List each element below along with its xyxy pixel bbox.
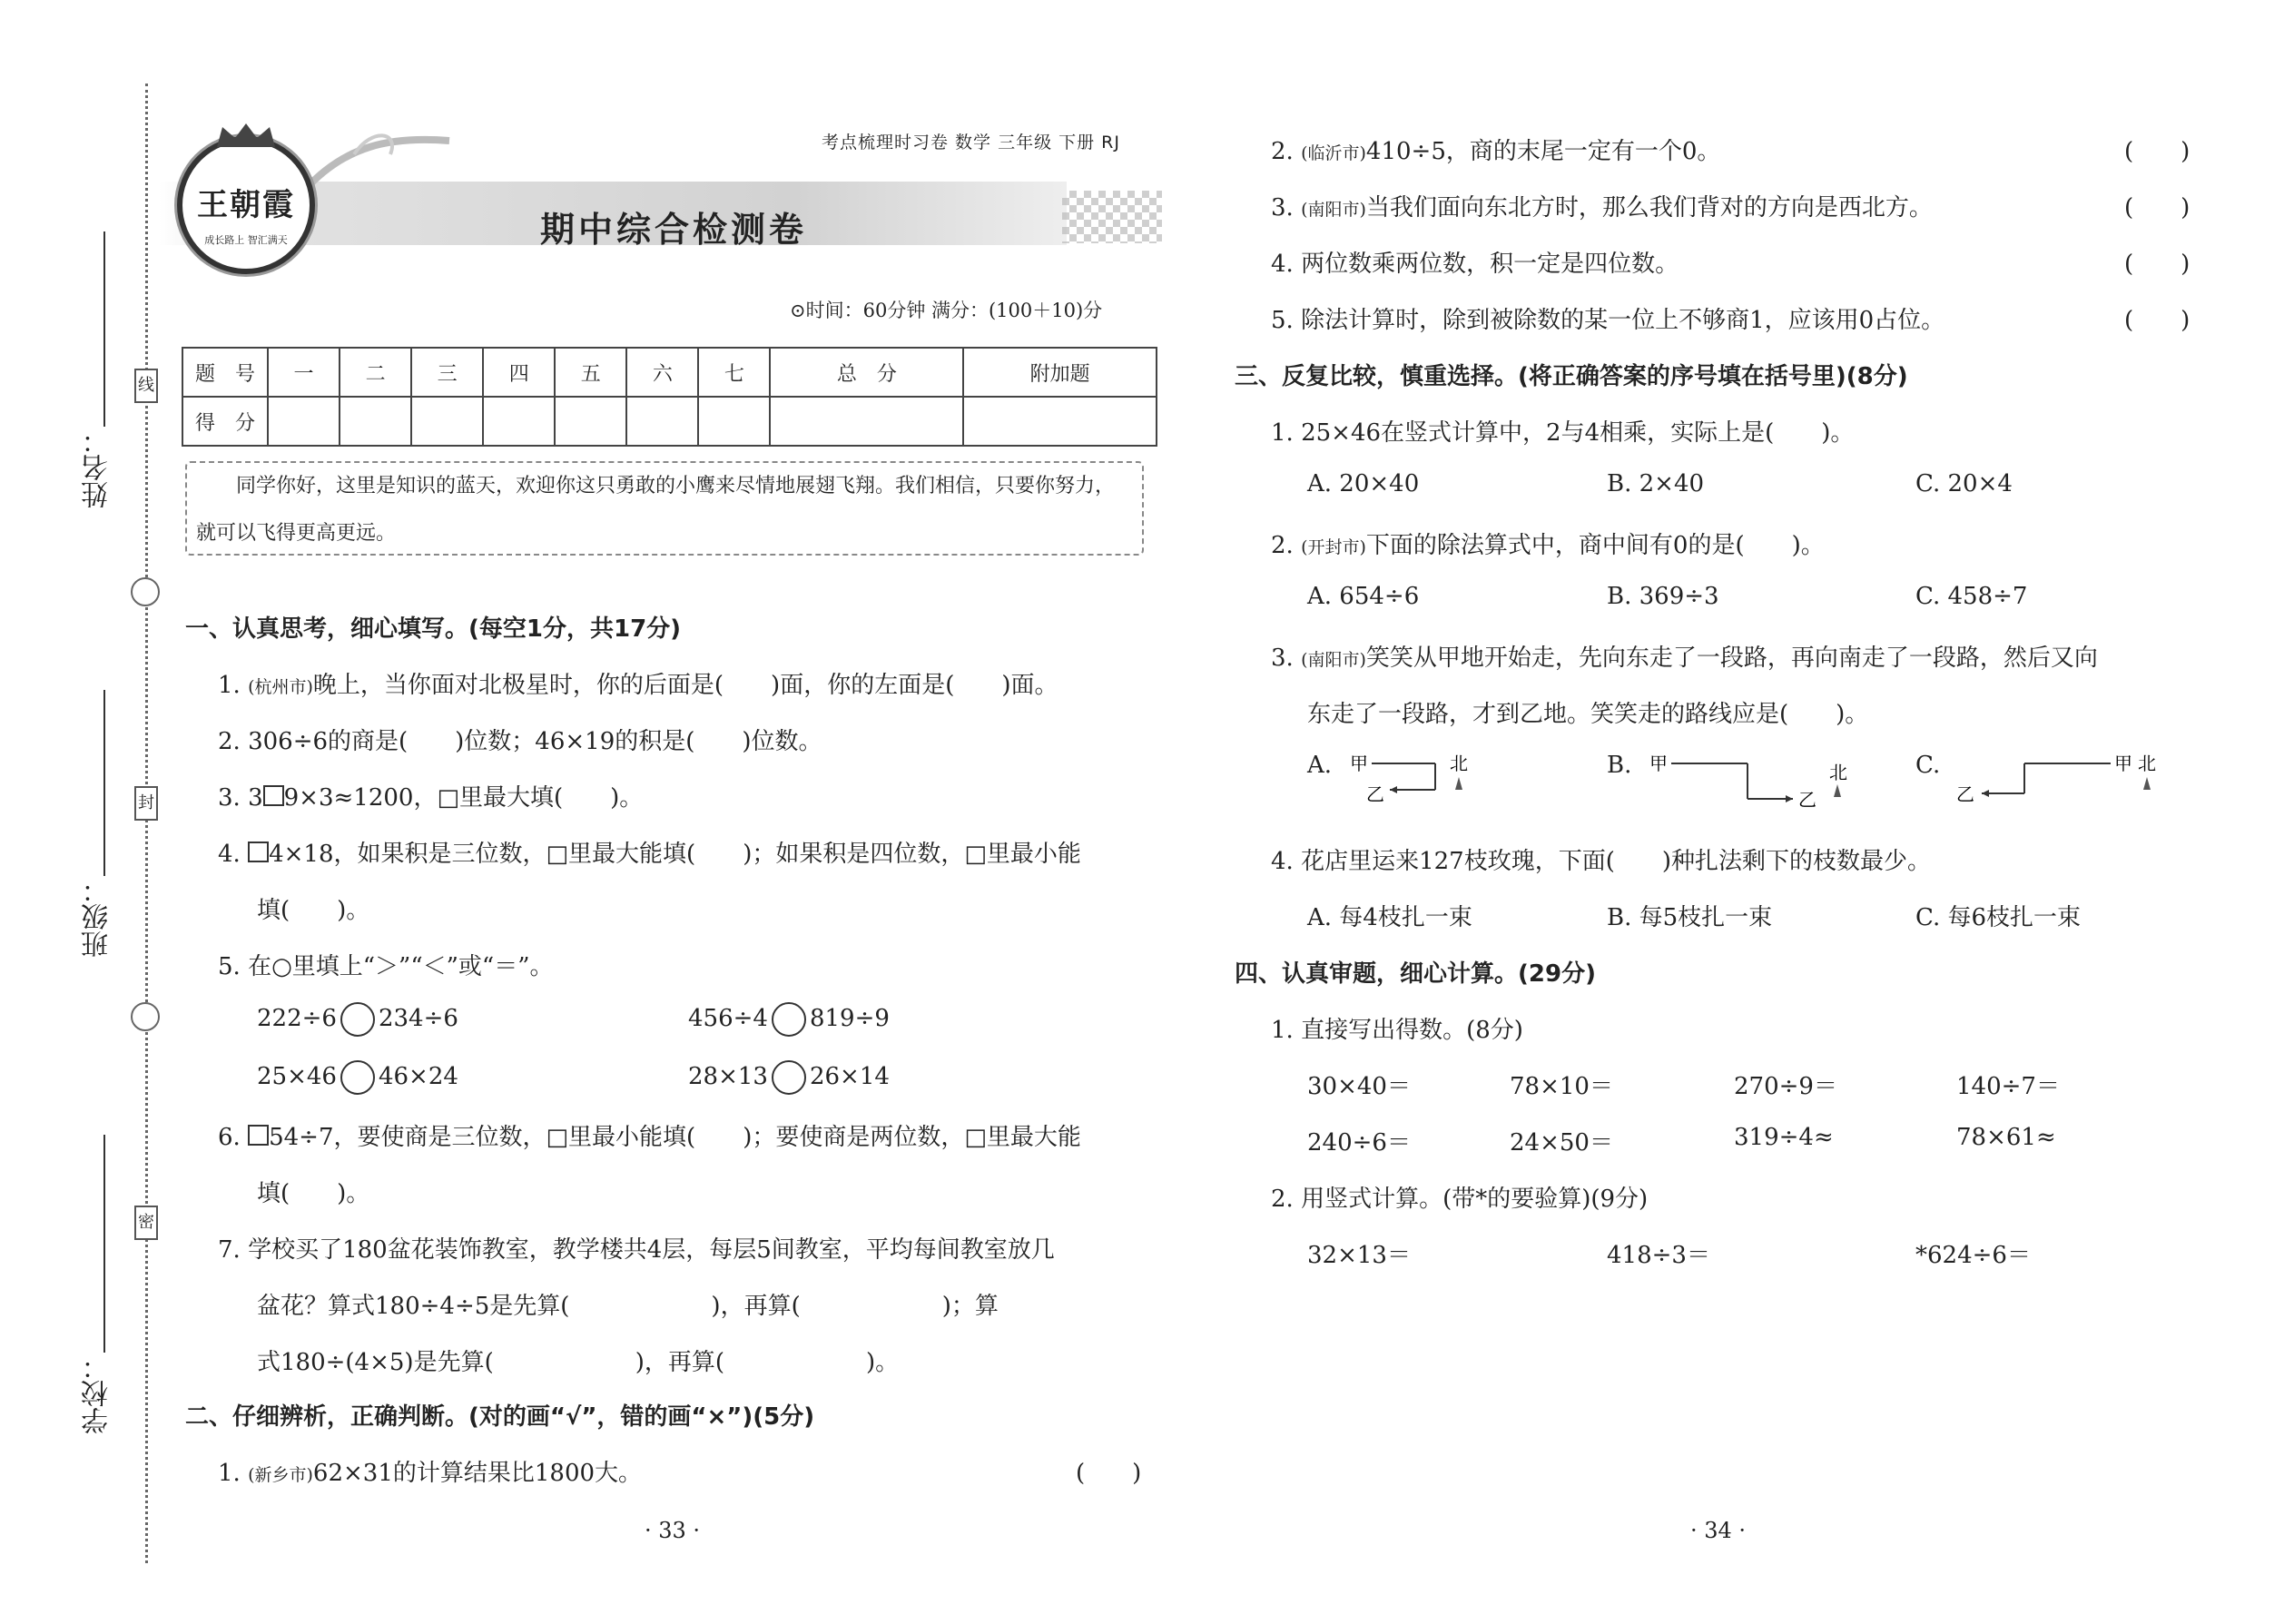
option-c[interactable]: C. 458÷7 bbox=[1915, 583, 2028, 610]
option-a[interactable]: A. 654÷6 bbox=[1307, 583, 1420, 610]
option-c[interactable]: C. 20×4 bbox=[1915, 470, 2013, 497]
compare-item bbox=[688, 1002, 890, 1037]
s2-question-1 bbox=[218, 1454, 642, 1488]
question-text: 410÷5，商的末尾一定有一个0。 bbox=[1365, 138, 1721, 165]
option-c[interactable]: C. bbox=[1915, 752, 1941, 779]
score-input[interactable] bbox=[698, 397, 770, 446]
s1-question-4-cont: 填( )。 bbox=[257, 897, 370, 924]
question-text: 笑笑从甲地开始走，先向东走了一段路，再向南走了一段路，然后又向 bbox=[1365, 645, 2098, 672]
logo-slogan: 成长路上 智汇满天 bbox=[204, 234, 288, 246]
north-arrow-icon bbox=[2143, 777, 2151, 790]
answer-blank[interactable]: ( ) bbox=[2124, 251, 2191, 278]
page-title: 期中综合检测卷 bbox=[540, 210, 808, 250]
question-text: 两位数乘两位数，积一定是四位数。 bbox=[1301, 251, 1679, 278]
s1-question-7: 7. 学校买了180盆花装饰教室，教学楼共4层，每层5间教室，平均每间教室放几 bbox=[218, 1236, 1055, 1264]
calc-item: 78×10＝ bbox=[1510, 1073, 1613, 1100]
s2-question-2 bbox=[1271, 133, 1720, 166]
answer-blank[interactable]: ( ) bbox=[2124, 194, 2191, 221]
city-tag: (南阳市) bbox=[1301, 650, 1366, 670]
s1-question-6 bbox=[218, 1118, 1081, 1152]
question-text: 9×3≈1200，□里最大填( )。 bbox=[283, 784, 644, 812]
option-c[interactable]: C. 每6枝扎一束 bbox=[1915, 904, 2082, 931]
option-b[interactable]: B. 每5枝扎一束 bbox=[1607, 904, 1773, 931]
s1-question-3 bbox=[218, 779, 643, 812]
ribbon-decoration bbox=[300, 127, 454, 200]
calc-item: 270÷9＝ bbox=[1734, 1073, 1837, 1100]
route-end-label: 乙 bbox=[1956, 783, 1974, 805]
compare-left: 28×13 bbox=[688, 1063, 768, 1090]
route-start-label: 甲 bbox=[2114, 753, 2132, 774]
compare-circle-blank[interactable] bbox=[340, 1002, 375, 1037]
compare-right: 819÷9 bbox=[809, 1005, 890, 1032]
school-label: 学校： bbox=[82, 1353, 113, 1434]
score-input[interactable] bbox=[340, 397, 411, 446]
logo-text: 王朝霞 bbox=[197, 187, 295, 223]
score-cell: 题 号 bbox=[182, 348, 268, 397]
question-number: 2. bbox=[1271, 138, 1294, 165]
city-tag: (南阳市) bbox=[1301, 200, 1366, 220]
score-cell: 三 bbox=[411, 348, 483, 397]
s3-question-3-cont: 东走了一段路，才到乙地。笑笑走的路线应是( )。 bbox=[1307, 701, 1869, 728]
s3-question-4: 4. 花店里运来127枝玫瑰，下面( )种扎法剩下的枝数最少。 bbox=[1271, 848, 1931, 875]
page-number-right: · 34 · bbox=[1690, 1518, 1747, 1543]
blank-square-icon bbox=[248, 1125, 269, 1146]
series-info: 考点梳理时习卷 数学 三年级 下册 RJ bbox=[822, 133, 1120, 153]
s3-question-3 bbox=[1271, 639, 2098, 673]
question-text: 6. bbox=[218, 1124, 249, 1151]
route-b-diagram bbox=[1648, 750, 1847, 810]
calc-item: 240÷6＝ bbox=[1307, 1129, 1411, 1156]
score-header-row bbox=[182, 348, 1157, 397]
binding-box-xian: 线 bbox=[134, 369, 158, 403]
question-text: 当我们面向东北方时，那么我们背对的方向是西北方。 bbox=[1365, 194, 1933, 221]
north-label: 北 bbox=[1450, 753, 1468, 774]
score-table bbox=[182, 347, 1157, 447]
section4-heading: 四、认真审题，细心计算。(29分) bbox=[1235, 960, 1596, 988]
score-input[interactable] bbox=[770, 397, 963, 446]
compare-right: 46×24 bbox=[378, 1063, 458, 1090]
checker-decoration bbox=[1062, 191, 1162, 243]
s1-question-7-cont: 盆花？算式180÷4÷5是先算( )，再算( )；算 bbox=[257, 1293, 999, 1320]
calc-item: 319÷4≈ bbox=[1734, 1124, 1834, 1151]
calc-item: 140÷7＝ bbox=[1956, 1073, 2060, 1100]
score-cell: 七 bbox=[698, 348, 770, 397]
route-c-diagram bbox=[1956, 750, 2165, 806]
crown-icon bbox=[213, 122, 279, 149]
calc-item: 30×40＝ bbox=[1307, 1073, 1411, 1100]
s1-question-7-cont: 式180÷(4×5)是先算( )，再算( )。 bbox=[257, 1349, 900, 1376]
option-a[interactable]: A. 20×40 bbox=[1307, 470, 1420, 497]
route-end-label: 乙 bbox=[1366, 783, 1384, 805]
score-input[interactable] bbox=[483, 397, 555, 446]
option-a[interactable]: A. 每4枝扎一束 bbox=[1307, 904, 1472, 931]
route-start-label: 甲 bbox=[1350, 753, 1368, 774]
binding-box-mi: 密 bbox=[134, 1206, 158, 1240]
name-label: 姓名： bbox=[82, 427, 113, 508]
greeting-box: 同学你好，这里是知识的蓝天，欢迎你这只勇敢的小鹰来尽情地展翅飞翔。我们相信，只要你努力，就可以飞得更高更远。 bbox=[185, 461, 1144, 556]
s1-question-4 bbox=[218, 835, 1081, 869]
binding-seal-icon bbox=[131, 577, 160, 606]
compare-item bbox=[257, 1002, 458, 1037]
blank-square-icon bbox=[263, 785, 284, 806]
score-input[interactable] bbox=[963, 397, 1157, 446]
page-number-left: · 33 · bbox=[645, 1518, 701, 1543]
route-end-label: 乙 bbox=[1798, 789, 1816, 810]
question-text: 除法计算时，除到被除数的某一位上不够商1，应该用0占位。 bbox=[1301, 307, 1945, 334]
vertical-calc-item: 418÷3＝ bbox=[1607, 1242, 1710, 1269]
score-input[interactable] bbox=[555, 397, 626, 446]
binding-seal-icon bbox=[131, 1002, 160, 1031]
score-input[interactable] bbox=[268, 397, 340, 446]
vertical-calc-item: 32×13＝ bbox=[1307, 1242, 1411, 1269]
s2-question-5 bbox=[1271, 301, 1944, 335]
compare-right: 234÷6 bbox=[378, 1005, 458, 1032]
compare-circle-blank[interactable] bbox=[772, 1060, 806, 1095]
question-number: 5. bbox=[1271, 307, 1294, 334]
north-arrow-icon bbox=[1455, 777, 1462, 790]
s2-question-4 bbox=[1271, 245, 1679, 279]
score-cell: 六 bbox=[626, 348, 698, 397]
section3-heading: 三、反复比较，慎重选择。(将正确答案的序号填在括号里)(8分) bbox=[1235, 363, 1908, 390]
question-text: 62×31的计算结果比1800大。 bbox=[312, 1460, 643, 1487]
north-arrow-icon bbox=[1834, 784, 1841, 797]
city-tag: (新乡市) bbox=[248, 1465, 313, 1485]
city-tag: (杭州市) bbox=[248, 677, 313, 697]
score-cell: 附加题 bbox=[963, 348, 1157, 397]
section1-heading: 一、认真思考，细心填写。(每空1分，共17分) bbox=[185, 615, 682, 643]
calc-item: 24×50＝ bbox=[1510, 1129, 1613, 1156]
option-b[interactable]: B. bbox=[1607, 752, 1632, 779]
s3-question-1: 1. 25×46在竖式计算中，2与4相乘，实际上是( )。 bbox=[1271, 419, 1855, 447]
question-text: 4×18，如果积是三位数，□里最大能填( )；如果积是四位数，□里最小能 bbox=[269, 841, 1081, 868]
option-b[interactable]: B. 369÷3 bbox=[1607, 583, 1719, 610]
blank-square-icon bbox=[248, 842, 269, 862]
s4-question-2: 2. 用竖式计算。(带*的要验算)(9分) bbox=[1271, 1186, 1649, 1213]
compare-item bbox=[688, 1060, 890, 1095]
north-label: 北 bbox=[1829, 762, 1847, 783]
question-number: 1. bbox=[218, 672, 241, 699]
class-field[interactable] bbox=[103, 690, 105, 876]
s1-question-2: 2. 306÷6的商是( )位数；46×19的积是( )位数。 bbox=[218, 728, 822, 755]
question-text: 晚上，当你面对北极星时，你的后面是( )面，你的左面是( )面。 bbox=[312, 672, 1058, 699]
s1-question-1 bbox=[218, 666, 1058, 700]
compare-circle-blank[interactable] bbox=[772, 1002, 806, 1037]
time-info: ⊙时间：60分钟 满分：(100＋10)分 bbox=[790, 300, 1103, 321]
compare-left: 25×46 bbox=[257, 1063, 337, 1090]
question-text: 4. bbox=[218, 841, 249, 868]
score-cell: 四 bbox=[483, 348, 555, 397]
score-input[interactable] bbox=[411, 397, 483, 446]
compare-left: 456÷4 bbox=[688, 1005, 768, 1032]
score-cell: 五 bbox=[555, 348, 626, 397]
s1-question-5: 5. 在○里填上“＞”“＜”或“＝”。 bbox=[218, 953, 554, 980]
s3-question-2 bbox=[1271, 527, 1825, 560]
route-a-diagram bbox=[1348, 750, 1484, 806]
score-cell: 总 分 bbox=[770, 348, 963, 397]
option-b[interactable]: B. 2×40 bbox=[1607, 470, 1705, 497]
city-tag: (开封市) bbox=[1301, 537, 1366, 557]
answer-blank[interactable]: ( ) bbox=[2124, 138, 2191, 165]
compare-right: 26×14 bbox=[809, 1063, 890, 1090]
score-cell: 一 bbox=[268, 348, 340, 397]
compare-left: 222÷6 bbox=[257, 1005, 337, 1032]
binding-dotted-line bbox=[145, 84, 148, 1563]
class-label: 班级： bbox=[82, 876, 113, 958]
publisher-logo bbox=[177, 136, 315, 274]
binding-box-feng: 封 bbox=[134, 786, 158, 821]
score-input[interactable] bbox=[626, 397, 698, 446]
s2-question-3 bbox=[1271, 189, 1933, 222]
s1-question-6-cont: 填( )。 bbox=[257, 1180, 370, 1207]
s4-question-1: 1. 直接写出得数。(8分) bbox=[1271, 1017, 1523, 1044]
score-value-row bbox=[182, 397, 1157, 446]
question-text: 下面的除法算式中，商中间有0的是( )。 bbox=[1365, 532, 1825, 559]
north-label: 北 bbox=[2138, 753, 2156, 774]
city-tag: (临沂市) bbox=[1301, 143, 1366, 163]
score-row-label: 得 分 bbox=[182, 397, 268, 446]
compare-circle-blank[interactable] bbox=[340, 1060, 375, 1095]
section2-heading: 二、仔细辨析，正确判断。(对的画“√”，错的画“×”)(5分) bbox=[185, 1403, 815, 1431]
name-field[interactable] bbox=[103, 231, 105, 427]
calc-item: 78×61≈ bbox=[1956, 1124, 2056, 1151]
compare-item bbox=[257, 1060, 458, 1095]
question-number: 3. bbox=[1271, 194, 1294, 221]
question-number: 4. bbox=[1271, 251, 1294, 278]
question-text: 3. 3 bbox=[218, 784, 263, 812]
question-text: 54÷7，要使商是三位数，□里最小能填( )；要使商是两位数，□里最大能 bbox=[269, 1124, 1081, 1151]
question-number: 1. bbox=[218, 1460, 241, 1487]
option-a[interactable]: A. bbox=[1307, 752, 1333, 779]
answer-blank[interactable]: ( ) bbox=[1076, 1460, 1142, 1487]
route-start-label: 甲 bbox=[1649, 753, 1668, 774]
question-number: 3. bbox=[1271, 645, 1294, 672]
answer-blank[interactable]: ( ) bbox=[2124, 307, 2191, 334]
score-cell: 二 bbox=[340, 348, 411, 397]
question-number: 2. bbox=[1271, 532, 1294, 559]
vertical-calc-item: *624÷6＝ bbox=[1915, 1242, 2031, 1269]
school-field[interactable] bbox=[103, 1135, 105, 1353]
